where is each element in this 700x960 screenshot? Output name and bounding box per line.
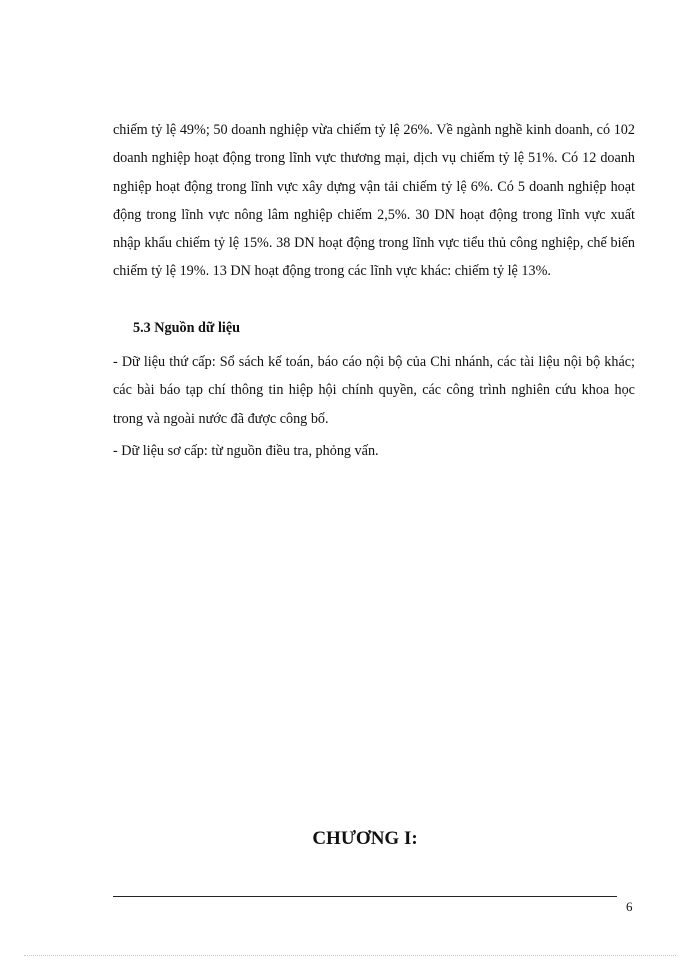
footer-divider bbox=[113, 896, 617, 897]
page-bottom-dotted-border bbox=[24, 955, 676, 956]
paragraph-company-statistics: chiếm tỷ lệ 49%; 50 doanh nghiệp vừa chiếm tỷ lệ 26%. Về ngành nghề kinh doanh, có 102 doanh nghiệp hoạt động trong lĩnh vực thương mại, dịch vụ chiếm tỷ lệ 51%. Có 12 doanh nghiệp hoạt động trong lĩnh vực xây dựng vận tải chiếm tỷ lệ 6%. Có 5 doanh nghiệp hoạt động trong lĩnh vực nông lâm nghiệp chiếm 2,5%. 30 DN hoạt động trong lĩnh vực xuất nhập khẩu chiếm tỷ lệ 15%. 38 DN hoạt động trong lĩnh vực tiểu thủ công nghiệp, chế biến chiếm tỷ lệ 19%. 13 DN hoạt động trong các lĩnh vực khác: chiếm tỷ lệ 13%. bbox=[113, 122, 635, 280]
page-number: 6 bbox=[626, 899, 633, 914]
paragraph-secondary-data: - Dữ liệu thứ cấp: Sổ sách kế toán, báo cáo nội bộ của Chi nhánh, các tài liệu nội bộ khác; các bài báo tạp chí thông tin hiệp hội chính quyền, các công trình nghiên cứu khoa học trong và ngoài nước đã được công bố. bbox=[113, 354, 635, 427]
chapter-title: CHƯƠNG I: bbox=[312, 828, 418, 849]
paragraph-primary-data: - Dữ liệu sơ cấp: từ nguồn điều tra, phỏng vấn. bbox=[113, 443, 379, 459]
section-heading: 5.3 Nguồn dữ liệu bbox=[133, 320, 241, 336]
